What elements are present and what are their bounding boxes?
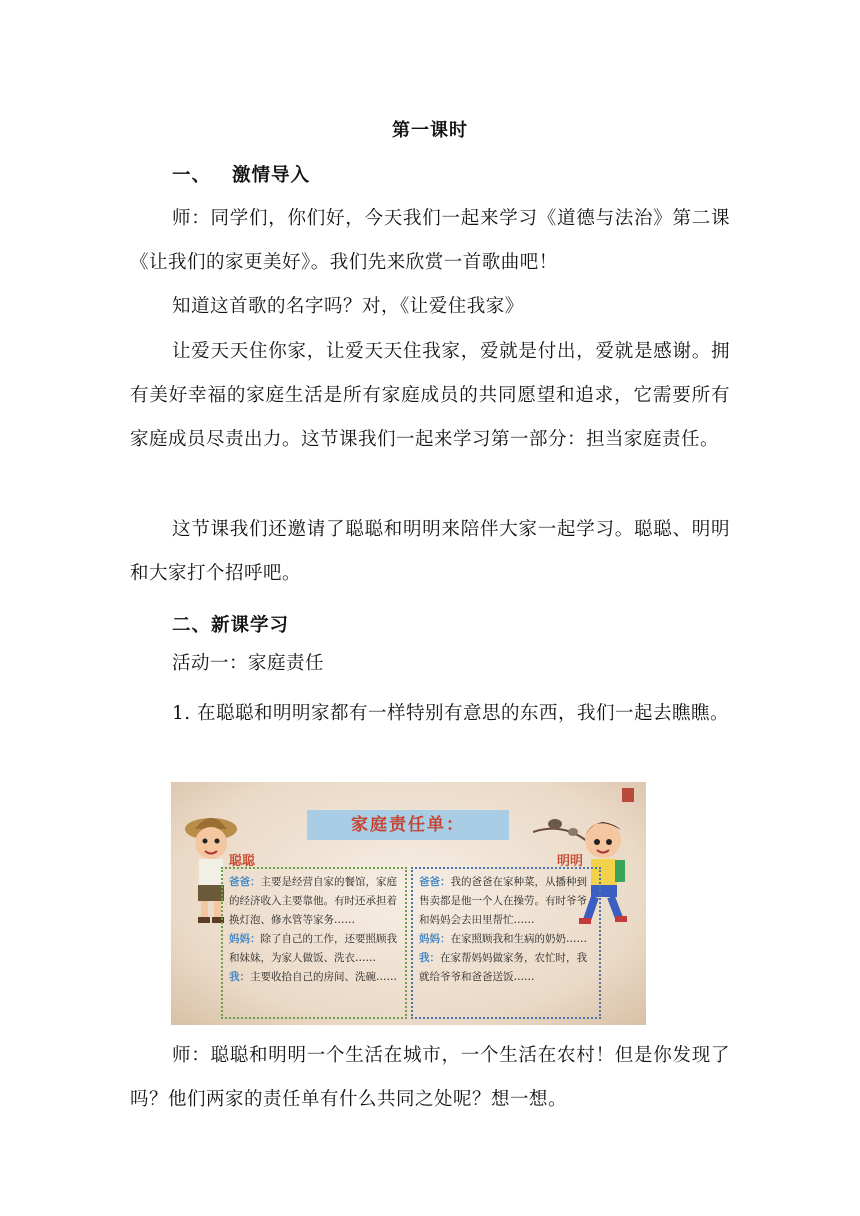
page-title: 第一课时 bbox=[392, 120, 468, 141]
paragraph-1: 师：同学们，你们好，今天我们一起来学习《道德与法治》第二课《让我们的家更美好》。我们先来欣赏一首歌曲吧！ bbox=[130, 208, 730, 273]
section-number: 一、 bbox=[172, 165, 212, 186]
family-responsibility-illustration bbox=[171, 782, 646, 1025]
section-label: 激情导入 bbox=[232, 165, 311, 186]
seal-stamp bbox=[622, 788, 634, 802]
list-item: 我：主要收拾自己的房间、洗碗…… bbox=[229, 971, 397, 983]
name-tag-congcong: 聪聪 bbox=[229, 854, 256, 869]
section-heading-1 bbox=[172, 161, 310, 187]
activity-label: 活动一：家庭责任 bbox=[172, 653, 325, 674]
section-heading-2: 二、新课学习 bbox=[172, 615, 290, 636]
list-item: 我：在家帮妈妈做家务，农忙时，我就给爷爷和爸爸送饭…… bbox=[419, 952, 587, 983]
list-item: 爸爸：我的爸爸在家种菜，从播种到售卖都是他一个人在操劳。有时爷爷和妈妈会去田里帮忙…… bbox=[419, 876, 587, 926]
paragraph-4: 这节课我们还邀请了聪聪和明明来陪伴大家一起学习。聪聪、明明和大家打个招呼吧。 bbox=[130, 519, 730, 584]
mingming-responsibility-box bbox=[411, 867, 601, 1019]
paragraph-3: 让爱天天住你家，让爱天天住我家，爱就是付出，爱就是感谢。拥有美好幸福的家庭生活是所有家庭成员的共同愿望和追求，它需要所有家庭成员尽责出力。这节课我们一起来学习第一部分：担当家庭责任。 bbox=[130, 341, 730, 450]
name-tag-mingming: 明明 bbox=[557, 854, 584, 869]
list-item: 妈妈：在家照顾我和生病的奶奶…… bbox=[419, 933, 587, 945]
card-title: 家庭责任单： bbox=[307, 810, 509, 840]
paragraph-2: 知道这首歌的名字吗？对，《让爱住我家》 bbox=[172, 296, 524, 317]
list-item: 爸爸：主要是经营自家的餐馆，家庭的经济收入主要靠他。有时还承担着换灯泡、修水管等家务…… bbox=[229, 876, 397, 926]
paragraph-6: 师：聪聪和明明一个生活在城市，一个生活在农村！但是你发现了吗？他们两家的责任单有什么共同之处呢？想一想。 bbox=[130, 1045, 730, 1110]
list-item: 妈妈：除了自己的工作，还要照顾我和妹妹，为家人做饭、洗衣…… bbox=[229, 933, 397, 964]
congcong-responsibility-box bbox=[221, 867, 407, 1019]
paragraph-5: 1. 在聪聪和明明家都有一样特别有意思的东西，我们一起去瞧瞧。 bbox=[172, 703, 730, 724]
